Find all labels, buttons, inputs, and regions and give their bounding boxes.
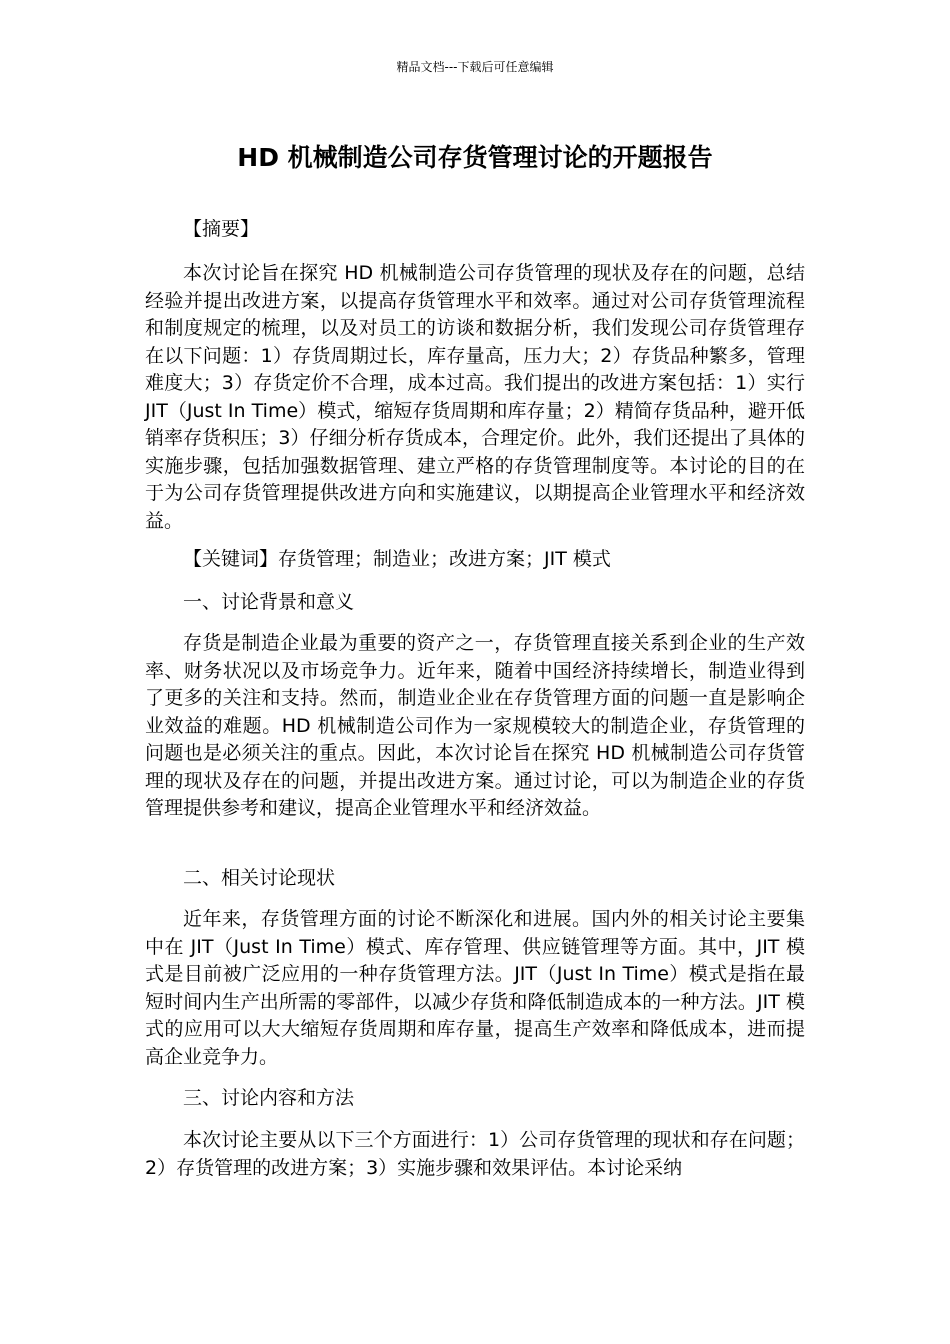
section3-block <box>145 1127 805 1182</box>
document-title: HD 机械制造公司存货管理讨论的开题报告 <box>237 143 713 172</box>
section1-block <box>145 630 805 823</box>
section3-heading: 三、讨论内容和方法 <box>183 1087 355 1109</box>
section3-heading-block <box>145 1085 805 1113</box>
section3-paragraph: 本次讨论主要从以下三个方面进行：1）公司存货管理的现状和存在问题；2）存货管理的改进方案；3）实施步骤和效果评估。本讨论采纳 <box>145 1129 805 1179</box>
abstract-block <box>145 260 805 535</box>
section1-heading: 一、讨论背景和意义 <box>183 591 355 613</box>
abstract-paragraph: 本次讨论旨在探究 HD 机械制造公司存货管理的现状及存在的问题，总结经验并提出改进方案，以提高存货管理水平和效率。通过对公司存货管理流程和制度规定的梳理，以及对员工的访谈和数据分析，我们发现公司存货管理存在以下问题：1）存货周期过长，库存量高，压力大；2）存货品种繁多，管理难度大；3）存货定价不合理，成本过高。我们提出的改进方案包括：1）实行 JIT（Just In Time）模式，缩短存货周期和库存量；2）精简存货品种，避开低销率存货积压；3）仔细分析存货成本，合理定价。此外，我们还提出了具体的实施步骤，包括加强数据管理、建立严格的存货管理制度等。本讨论的目的在于为公司存货管理提供改进方向和实施建议，以期提高企业管理水平和经济效益。 <box>145 262 805 532</box>
keywords-block <box>145 546 805 574</box>
keywords-line: 【关键词】存货管理；制造业；改进方案；JIT 模式 <box>183 548 611 570</box>
section2-block <box>145 906 805 1071</box>
section1-paragraph: 存货是制造企业最为重要的资产之一，存货管理直接关系到企业的生产效率、财务状况以及市场竞争力。近年来，随着中国经济持续增长，制造业得到了更多的关注和支持。然而，制造业企业在存货管理方面的问题一直是影响企业效益的难题。HD 机械制造公司作为一家规模较大的制造企业，存货管理的问题也是必须关注的重点。因此，本次讨论旨在探究 HD 机械制造公司存货管理的现状及存在的问题，并提出改进方案。通过讨论，可以为制造企业的存货管理提供参考和建议，提高企业管理水平和经济效益。 <box>145 632 805 819</box>
section1-heading-block <box>145 589 805 617</box>
abstract-heading: 【摘要】 <box>183 218 260 240</box>
header-note: 精品文档---下载后可任意编辑 <box>396 60 554 74</box>
section2-paragraph: 近年来，存货管理方面的讨论不断深化和进展。国内外的相关讨论主要集中在 JIT（Just In Time）模式、库存管理、供应链管理等方面。其中，JIT 模式是目前被广泛应用的一种存货管理方法。JIT（Just In Time）模式是指在最短时间内生产出所需的零部件，以减少存货和降低制造成本的一种方法。JIT 模式的应用可以大大缩短存货周期和库存量，提高生产效率和降低成本，进而提高企业竞争力。 <box>145 908 805 1068</box>
section2-heading-block <box>145 865 805 893</box>
section2-heading: 二、相关讨论现状 <box>183 867 336 889</box>
abstract-heading-block <box>145 216 805 244</box>
